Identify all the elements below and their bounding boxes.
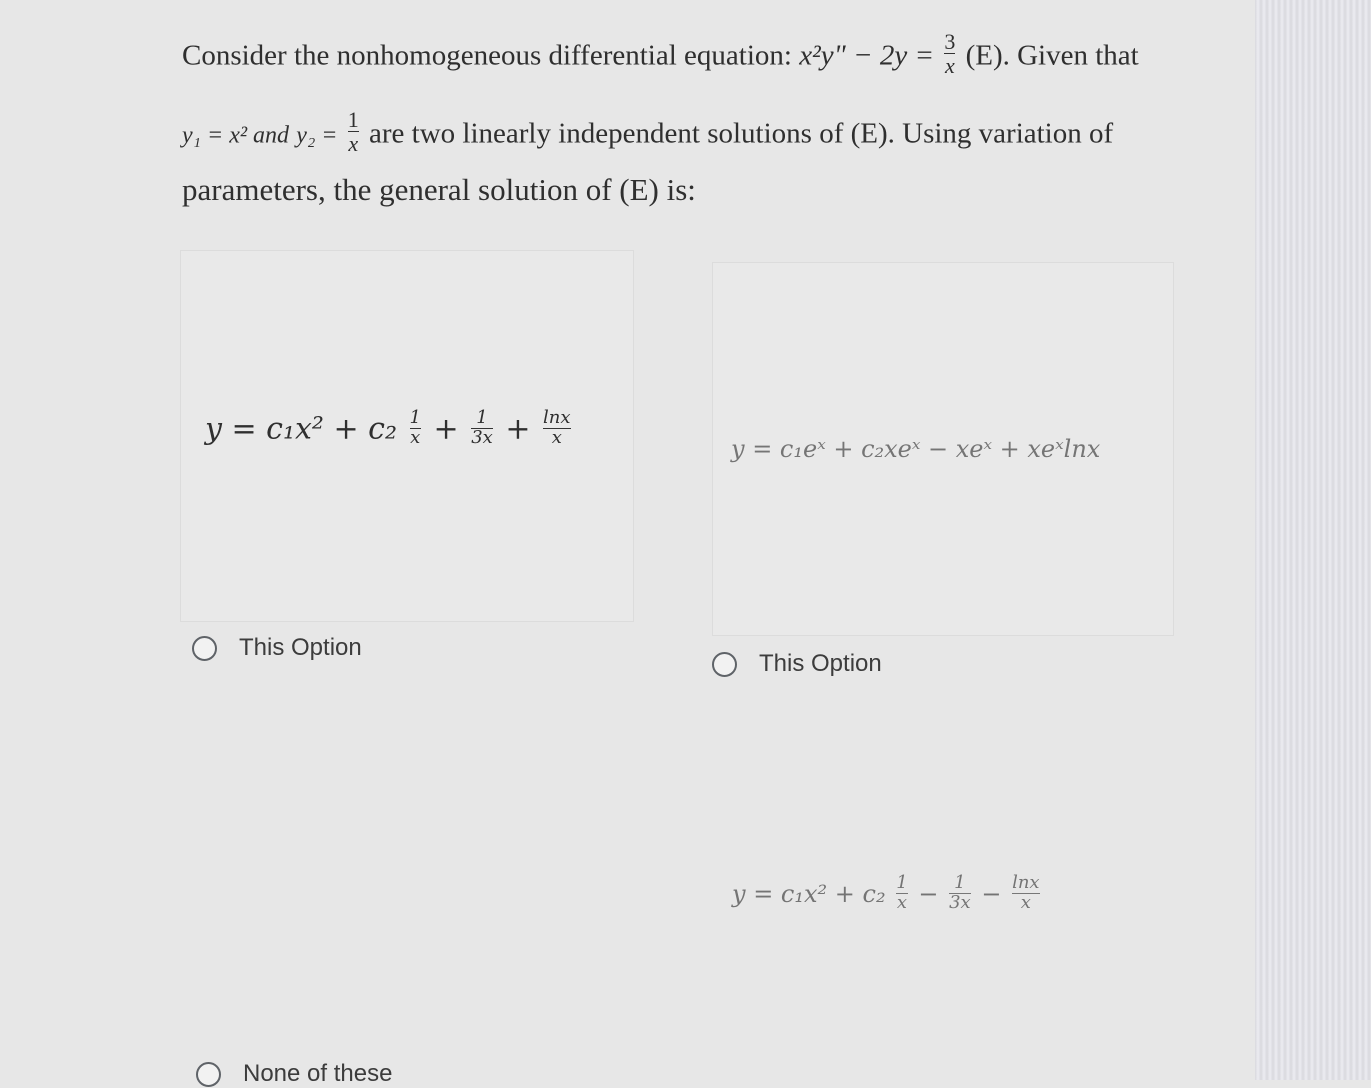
option-2-label[interactable]: This Option [759, 650, 882, 677]
option-4-radio-row[interactable] [196, 1060, 392, 1088]
option-2-radio-row[interactable] [712, 650, 882, 678]
option-1-radio-row[interactable] [192, 634, 362, 662]
option-1-radio[interactable] [192, 636, 217, 661]
option-2-formula: y = c₁eˣ + c₂xeˣ − xeˣ + xeˣlnx [731, 435, 1101, 463]
option-2-radio[interactable] [712, 652, 737, 677]
equation-label: (E). [965, 39, 1010, 72]
question-line-3: parameters, the general solution of (E) is: [182, 172, 696, 207]
y1-definition: y₁ = x² and [182, 122, 290, 149]
option-4-radio[interactable] [196, 1062, 221, 1087]
option-4-label[interactable]: None of these [243, 1060, 393, 1087]
background-stripe [1255, 0, 1371, 1080]
y2-fraction: $\frac{1}{x}$ [347, 107, 359, 157]
option-2-card[interactable] [712, 262, 1174, 636]
equation-rhs-fraction: $\frac{3}{x}$ [944, 29, 956, 79]
y2-lhs: y₂ = [296, 122, 338, 149]
option-3-formula[interactable]: y = c₁x² + c₂ $\frac{1}{x}$ − $\frac{1}{3x}$ − $\frac{\ln x}{x}$ [732, 872, 1040, 913]
option-1-label[interactable]: This Option [239, 634, 362, 661]
option-1-card[interactable] [180, 250, 634, 622]
question-line-1: Consider the nonhomogeneous differential equation: x²y" − 2y = $\frac{3}{x}$ (E). Given that [182, 29, 1139, 79]
equation-lhs: x²y" − 2y = [799, 39, 935, 72]
question-line-2: y₁ = x² and y₂ = $\frac{1}{x}$ are two linearly independent solutions of (E). Using variation of [182, 107, 1114, 157]
option-1-formula: y = c₁x² + c₂ $\frac{1}{x}$ + $\frac{1}{3x}$ + $\frac{\ln x}{x}$ [205, 407, 571, 448]
